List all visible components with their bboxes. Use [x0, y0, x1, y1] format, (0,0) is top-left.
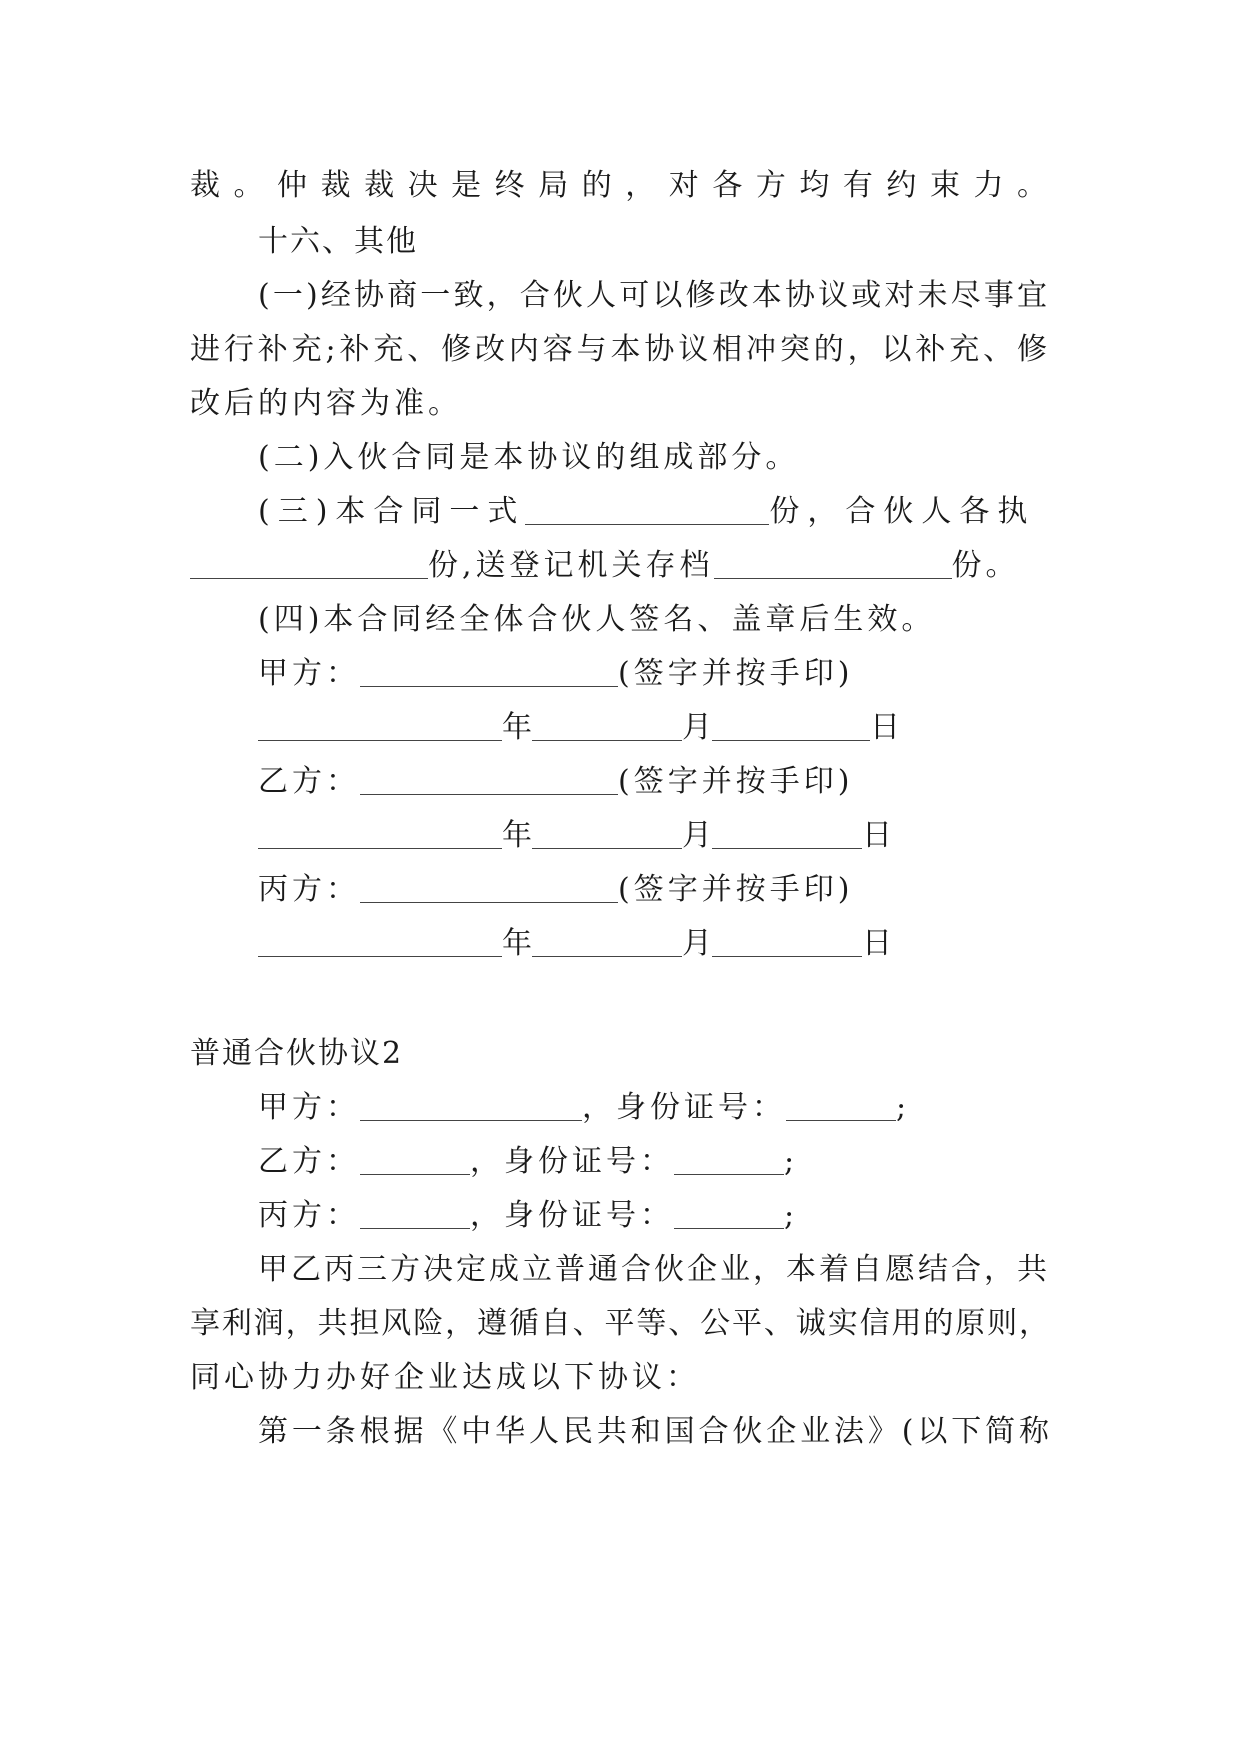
item4: (四)本合同经全体合伙人签名、盖章后生效。 — [258, 602, 936, 637]
day-blank — [712, 710, 870, 741]
text: 裁。仲裁裁决是终局的，对各方均有约束力。 — [190, 168, 1050, 203]
signature-blank — [360, 656, 618, 687]
day-blank — [712, 926, 862, 957]
item3-text-c: 份,送登记机关存档 — [428, 548, 714, 583]
line-end: ; — [896, 1090, 911, 1125]
signature-party-c — [258, 870, 1050, 910]
item1-line3: 改后的内容为准。 — [190, 386, 462, 421]
day-label: 日 — [862, 818, 892, 853]
party-label: 丙方： — [258, 872, 360, 907]
item1-line1: (一)经协商一致，合伙人可以修改本协议或对未尽事宜 — [258, 278, 1050, 313]
day-label: 日 — [862, 926, 892, 961]
month-blank — [532, 818, 682, 849]
signature-party-b — [258, 762, 1050, 802]
date-party-a — [258, 708, 1050, 748]
id-label: ，身份证号： — [582, 1090, 786, 1125]
id-blank — [674, 1198, 784, 1229]
item3-line1 — [258, 492, 1050, 532]
item3-line2 — [190, 546, 1050, 586]
article1-line1: 第一条根据《中华人民共和国合伙企业法》(以下简称 — [258, 1414, 1050, 1449]
item3-text-a: (三)本合同一式 — [258, 494, 526, 529]
month-blank — [532, 926, 682, 957]
name-blank — [360, 1198, 470, 1229]
party-label: 甲方： — [258, 1090, 360, 1125]
line-end: ; — [784, 1198, 799, 1233]
id-label: ，身份证号： — [470, 1198, 674, 1233]
date-party-c — [258, 924, 1050, 964]
arbitration-clause-end — [190, 166, 1050, 206]
signature-blank — [360, 764, 618, 795]
year-label: 年 — [502, 710, 532, 745]
agreement2-para1-line3: 同心协力办好企业达成以下协议： — [190, 1360, 700, 1395]
year-label: 年 — [502, 926, 532, 961]
day-blank — [712, 818, 862, 849]
item3-text-d: 份。 — [951, 548, 1020, 583]
id-blank — [786, 1090, 896, 1121]
agreement2-party-c — [258, 1196, 1050, 1236]
name-blank — [360, 1144, 470, 1175]
signature-note: (签字并按手印) — [618, 656, 854, 691]
heading-section-16: 十六、其他 — [258, 224, 418, 259]
line-end: ; — [784, 1144, 799, 1179]
agreement2-party-a — [258, 1088, 1050, 1128]
signature-note: (签字并按手印) — [618, 764, 854, 799]
copies-total-blank — [525, 494, 769, 525]
id-label: ，身份证号： — [470, 1144, 674, 1179]
year-blank — [258, 926, 502, 957]
signature-party-a — [258, 654, 1050, 694]
party-label: 甲方： — [258, 656, 360, 691]
item2: (二)入伙合同是本协议的组成部分。 — [258, 440, 800, 475]
month-label: 月 — [682, 818, 712, 853]
year-blank — [258, 710, 502, 741]
id-blank — [674, 1144, 784, 1175]
agreement2-title: 普通合伙协议2 — [190, 1036, 404, 1071]
party-label: 乙方： — [258, 764, 360, 799]
agreement2-para1-line1: 甲乙丙三方决定成立普通合伙企业，本着自愿结合，共 — [258, 1252, 1050, 1287]
signature-note: (签字并按手印) — [618, 872, 854, 907]
name-blank — [360, 1090, 582, 1121]
year-blank — [258, 818, 502, 849]
agreement2-para1-line2: 享利润，共担风险，遵循自、平等、公平、诚实信用的原则， — [190, 1306, 1050, 1341]
item3-text-b: 份，合伙人各执 — [769, 494, 1036, 529]
month-label: 月 — [682, 926, 712, 961]
copies-each-blank — [190, 548, 428, 579]
copies-archive-blank — [714, 548, 952, 579]
month-label: 月 — [682, 710, 712, 745]
item1-line2: 进行补充;补充、修改内容与本协议相冲突的，以补充、修 — [190, 332, 1050, 367]
year-label: 年 — [502, 818, 532, 853]
signature-blank — [360, 872, 618, 903]
month-blank — [532, 710, 682, 741]
party-label: 乙方： — [258, 1144, 360, 1179]
agreement2-party-b — [258, 1142, 1050, 1182]
day-label: 日 — [870, 710, 900, 745]
party-label: 丙方： — [258, 1198, 360, 1233]
date-party-b — [258, 816, 1050, 856]
